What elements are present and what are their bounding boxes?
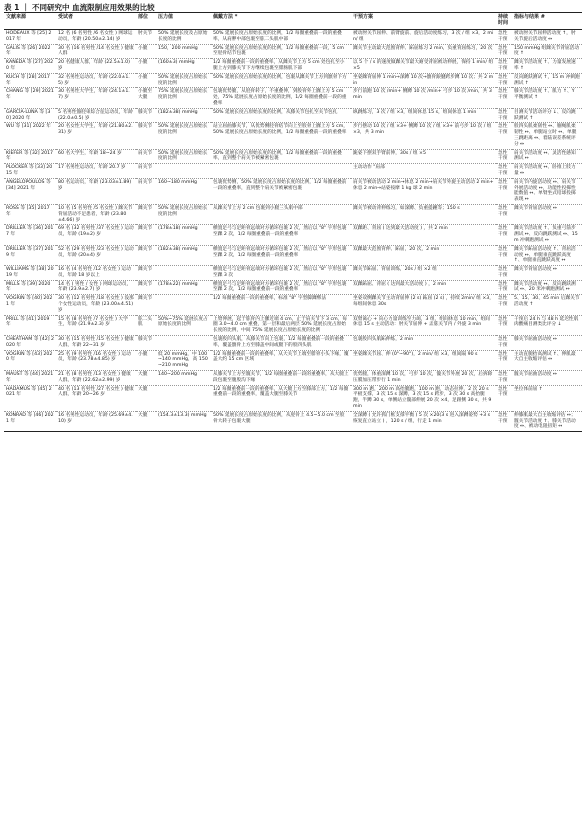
cell-intervention: 踝关节被动背伸练习，如深蹲、负重提踵等；150 s [351,204,496,224]
cell-subjects: 16 名 (4 名男性 /12 名女性 ) 运动员，年龄 18 岁以上 [56,266,136,281]
cell-duration: 急性干预 [496,123,512,149]
cell-site: 膝关节 [136,108,156,123]
cell-intervention: 双臂离心 + 向心力量训练至力竭，3 组，组间休息 10 min，组间休息 15 s 主动活动：肘关节屈伸 + 盂肱关节内 / 外旋 3 min [351,315,496,335]
cell-site: 小腿 [136,44,156,59]
cell-intervention: 踝关节跖屈、背屈训练，20s / 组 ×2 组 [351,266,496,281]
table-row [4,149,582,164]
cell-subjects: 14 名 ( 男性 / 女性 ) 网球运动员，年龄 (23.9±2.7) 岁 [56,280,136,295]
table-row [4,204,582,224]
cell-subjects: 25 名 (9 名男性 /16 名女性 ) 运动员，年龄 (23.78±4.85) 岁 [56,350,136,370]
cell-duration: 急性干预 [496,59,512,74]
cell-subjects: 21 名 (8 名男性 /13 名女性 ) 健康人群，年龄 (22.62±2.99) 岁 [56,371,136,386]
cell-results: 反向跳跃测试 ↑，15 m 冲刺跑测试 ↑ [512,73,582,88]
cell-method: 50% 延展长度占原始长度的比例，1/2 每圈重叠前一段的重叠率，从肩胛中部包裹至肱二头肌中部 [211,30,351,45]
cell-method: 50% 延展长度占原始长度的比例，从膝关节包扎至关节包扎 [211,108,351,123]
cell-duration: 急性干预 [496,245,512,265]
cell-site: 小腿至大腿 [136,88,156,108]
cell-pressure: 75% 延展长度占原始长度的比例 [156,88,211,108]
cell-duration: 急性干预 [496,88,512,108]
cell-source: WILLIAMS 等 [38] 2019 年 [4,266,56,281]
header-duration: 持续时间 [496,13,512,30]
cell-pressure [156,336,211,351]
cell-duration: 急性干预 [496,336,512,351]
cell-source: PRILL 等 [41] 2019 年 [4,315,56,335]
table-row [4,411,582,431]
cell-duration: 急性干预 [496,149,512,164]
cell-method: 从膝关节上方至髋关节，1/2 每圈重叠前一段的重叠率，从大腿上段包裹至腹股沟下缘 [211,371,351,386]
cell-intervention: 坐姿踝关节屈、伸 (0°~90°)，2 min/ 组 ×3，组间隔 90 s [351,350,496,370]
cell-pressure: 50%~75% 延展长度占原始长度的比例 [156,315,211,335]
table-row [4,123,582,149]
cell-source: PLOCKER 等 [33] 2015 年 [4,164,56,179]
cell-intervention: 优势腿，体重深蹲 10 次，弓步 10 次，髋关节外展 20 次，后拆除压膜加压带步行 1 min [351,371,496,386]
cell-duration: 急性干预 [496,73,512,88]
cell-method: 包裹优势侧，50% 延展长度占原始长度的比例，1/2 每圈重叠前一段的重叠率，直到整个肩关节被紧密包裹 [211,178,351,204]
cell-method [211,164,351,179]
cell-intervention: 双踝跖屈、背屈 ( 达到最大活动度 ) ，2 min [351,280,496,295]
cell-site: 肩关节 [136,164,156,179]
cell-pressure: 150，200 mmHg [156,44,211,59]
cell-intervention: 双踝最大范围背伸、跖屈，20 次，2 min [351,245,496,265]
cell-subjects: 20 名女性大学生，年龄 (21.80±2.31) 岁 [56,123,136,149]
cell-method: 50% 延展长度占原始长度的比例，1/2 每圈重叠前一段，5 cm 至胫骨结节包裹 [211,44,351,59]
cell-intervention: 300 m 跑，200 m 高抬腿跑，100 m 跑，动态拉伸，2 次 20 s 平板支撑，3 次 15 s 深蹲，3 次 15 s 跨步，3 次 30 s 高抬腿跑，半蹲 30 s，单侧站立髋部伸展 20 次 ×4，足跟侧 30 s，共 9 min [351,385,496,411]
cell-results: 肩关节活动度 ↔、卧推上肢力量 ↔ [512,164,582,179]
table-row [4,385,582,411]
cell-duration: 急性干预 [496,280,512,295]
cell-subjects: 16 名男性运动员，年龄 (25.69±4.10) 岁 [56,411,136,431]
table-row [4,44,582,59]
cell-source: ROSS 等 [35] 2017 年 [4,204,56,224]
header-source: 文献来源 [4,13,56,30]
cell-intervention: 肩关节被动活动 2 min→休息 2 min→肩关节外旋主动活动 2 min+ 休息 2 min→站姿按摩 1 kg 球 2 min [351,178,496,204]
cell-source: DRILLER 等 [37] 2019 年 [4,245,56,265]
cell-subjects: 30 名男性大学生，年龄 (24.1±1.7) 岁 [56,88,136,108]
table-row [4,225,582,245]
cell-duration: 急性干预 [496,178,512,204]
cell-subjects: 17 名男性运动员，年龄 20.7 岁 [56,164,136,179]
cell-intervention: 跪姿下摆双手臂前伸，30s / 组 ×5 [351,149,496,164]
cell-results: 膝关节屈曲活动度 ↔ [512,336,582,351]
cell-source: CHEATHAM 等 [42] 2020 年 [4,336,56,351]
cell-method: 1/2 每圈重叠前一段的重叠率，从大关节上端至腓骨小头下缘，覆盖大约 15 cm 区域 [211,350,351,370]
cell-subjects: 30 名 (16 名男性 /14 名女性 ) 健康人群 [56,44,136,59]
cell-method: 包裹股四头肌，从膝关节向上包裹，1/2 每圈重叠前一段的重叠率，覆盖髌骨上方至膝盖中间或腿下的股四头肌 [211,336,351,351]
cell-results: 伸膝肌最大自主收缩评估 ↔；髋关节活动度 ↑、膝关节活动度 ↔、被动电阻扭矩 ↔ [512,411,582,431]
cell-pressure: (178±18) mmHg [156,225,211,245]
cell-subjects: 5 名男性髂胫束综合征运动员，年龄 (22.0±0.5) 岁 [56,108,136,123]
cell-intervention: 被动肘关节屈伸、前臂旋前、旋后活动度练习，3 次 / 组 ×3，2 min/ 组 [351,30,496,45]
cell-pressure: 140~200 mmHg [156,371,211,386]
cell-source: HODEAUX 等 [25] 2017 年 [4,30,56,45]
cell-site: 踝关节 [136,204,156,224]
cell-intervention: 步行前跑 10 次 /min+ 侧蹲 10 次 /min+ 弓步 10 次 /min，共 3 min [351,88,496,108]
cell-source: KONRAD 等 [46] 2021 年 [4,411,56,431]
table-row [4,295,582,315]
cell-site: 小腿 [136,59,156,74]
cell-pressure: 低 20 mmHg，中 100~140 mmHg，高 150~210 mmHg [156,350,211,370]
cell-pressure: (182±38) mmHg [156,245,211,265]
cell-method: 50% 延展长度占原始长度的比例，1/2 每圈重叠前一段的重叠率，直到整个肩关节被紧密包裹 [211,149,351,164]
cell-site: 肘关节 [136,30,156,45]
cell-site: 小腿 [136,73,156,88]
cell-source: KANEDA 等 [27] 2020 年 [4,59,56,74]
cell-duration: 急性干预 [496,315,512,335]
cell-intervention: 坐姿双侧踝关节主动背屈伸 (2 s) 跖屈 (2 s) ，持续 2min/ 组 ×3，每组间休息 30s [351,295,496,315]
cell-results: 目测关节活动评分 ↓、反向跳跃测试 ↑ [512,108,582,123]
header-subjects: 受试者 [56,13,136,30]
cell-results: 踝关节活动度 ↔、反向跳跃测试 ↔、20 米冲刺跑测试 ↔ [512,280,582,295]
table-row [4,371,582,386]
cell-subjects: 52 名 (29 名男性 /23 名女性 ) 运动员，年龄 (20±4) 岁 [56,245,136,265]
cell-pressure: (154.3±13.3) mmHg [156,411,211,431]
cell-method: 横置足弓与足距骨远端对方循环包裹 2 次，然后以 "8" 字形包裹至踝 3 次 [211,266,351,281]
cell-intervention: 双踝距、背屈 ( 达到最大活动度 ) ，共 2 min [351,225,496,245]
cell-pressure: 160~180 mmHg [156,178,211,204]
cell-method: 上臂伸展，起于肱骨内上髁近端 4 cm，止于肩关节下 3 cm，每圈 3.0~4.0 cm 重叠，第一层和最后两层 50% 延展长度占原始长度的比例，中间 75% 延展长度占原始长度的比例 [211,315,351,335]
cell-source: GARCÍA-LUNA 等 [30] 2020 年 [4,108,56,123]
table-row [4,315,582,335]
cell-site: 大腿 [136,411,156,431]
cell-pressure: 50% 延展长度占原始长度的比例 [156,204,211,224]
cell-subjects: 30 名 (12 名男性 /18 名女性 ) 没那个女性运动员，年龄 (23.00±4.51) 岁 [56,295,136,315]
cell-intervention: 主动动作 "肩部 [351,164,496,179]
cell-results: 坐位体前屈 ↑ [512,385,582,411]
cell-method: 站立屈曲膝关节，从优势侧胫骨结节向上至股骨上髁上方 5 cm，50% 延展长度占原始长度的比例，1/2 每圈重叠前一段的重叠率 [211,123,351,149]
cell-source: MILLS 等 [39] 2020 年 [4,280,56,295]
cell-source: HADAMUS 等 [45] 2021 年 [4,385,56,411]
table-row [4,266,582,281]
cell-source: VOGRIN 等 [40] 2021 年 [4,295,56,315]
cell-duration: 急性干预 [496,225,512,245]
cell-subjects: 10 名 (5 名男性 /5 名女性 ) 踝关节背屈活动不足患者，年龄 (23.80±4.66) 岁 [56,204,136,224]
cell-duration: 急性干预 [496,411,512,431]
table-row [4,280,582,295]
cell-duration: 急性干预 [496,204,512,224]
cell-subjects: 40 名 (13 名男性 /27 名女性 ) 健康人群，年龄 20~26 岁 [56,385,136,411]
table-row [4,88,582,108]
cell-pressure [156,266,211,281]
cell-results: 5、15、30、45 min 后踝关节活动度 ↑ [512,295,582,315]
cell-method: 50% 延展长度占原始长度的比例，从胫骨上 4.5~5.0 cm 至股骨大转子包裹大腿 [211,411,351,431]
cell-subjects: 20 名健康人群，年龄 (22.5±1.0) 岁 [56,59,136,74]
table-row [4,350,582,370]
cell-site: 小腿 [136,350,156,370]
table-caption: 表 1 ｜ 不同研究中 血流限制应用效果的比较 [4,3,155,12]
cell-intervention: 步行摆动 10 次 / 组 ×3+ 侧蹲 10 次 / 组 ×3+ 前弓步 10 次 / 组 ×3，共 3 min [351,123,496,149]
cell-source: WU 等 [31] 2022 年 [4,123,56,149]
header-method: 佩戴方法 * [211,13,351,30]
cell-intervention: 以 5 个 / s 的速度做踝关节最大耐受背屈被动伸展，保持 1 min/ 组 ×5 [351,59,496,74]
table-row [4,59,582,74]
cell-subjects: 32 名男性运动员，年龄 (22.0±1.5) 岁 [56,73,136,88]
cell-source: ANGELOPOULOS 等 [34] 2021 年 [4,178,56,204]
cell-site: 膝关节 [136,123,156,149]
cell-pressure: (178±22) mmHg [156,280,211,295]
cell-results: 踝关节背屈活动度 ↔ [512,204,582,224]
cell-site: 踝关节 [136,245,156,265]
cell-pressure [156,295,211,315]
cell-method: 横置足弓与足距骨远端对方循环包裹 2 次，然后以 "8" 字形包裹至踝 2 次，1/2 每圈重叠前一段的重叠率 [211,245,351,265]
cell-site: 大腿 [136,385,156,411]
cell-duration: 急性干预 [496,108,512,123]
cell-method: 1/2 每圈重叠前一段的重叠率，从大腿上方至膝部上方，1/2 每圈重叠前一段的重叠率，覆盖大腿至膝关节 [211,385,351,411]
table-row [4,245,582,265]
table-row [4,164,582,179]
cell-results: 膝关节活动度 ↑、肌力 ↑、Y 平衡测试 ↑ [512,88,582,108]
table-row [4,73,582,88]
table-row [4,178,582,204]
cell-source: VOGRIN 等 [43] 2020 年 [4,350,56,370]
cell-source: GALIS 等 [26] 2022 年 [4,44,56,59]
cell-pressure: 50% 延展长度占原始长度的比例 [156,149,211,164]
cell-pressure: 50% 延展长度及占原始长度的比例 [156,30,211,45]
cell-results: 踝关节跖屈活动度 ↑、背屈活动度 ↔、单腿垂直跳跃高度 ↑、单腿垂直跳跃高度 ↔ [512,245,582,265]
cell-site: 膝关节 [136,336,156,351]
cell-intervention: 坐姿踝背屈伸 1 min→深蹲 10 次→髌骨跟腱跨步蹲 10 次；共 2 min [351,73,496,88]
cell-site: 踝关节 [136,295,156,315]
cell-site: 肩关节 [136,149,156,164]
cell-subjects: 30 名 (15 名男性 /15 名女性 ) 健康人群，年龄 22~31 岁 [56,336,136,351]
table-row [4,30,582,45]
cell-results: 150 mmHg 组踝关节背屈活动度 ↑ [512,44,582,59]
cell-results: 踝关节活动度 ↑、负重弓箭步测试 ↔、反向跳跃测试 ↔、15 m 冲刺跑测试 ↔ [512,225,582,245]
cell-results: 被动肘关节屈伸活动度 ↑，肘关节旋后活动度 ↔ [512,30,582,45]
cell-site: 肩关节 [136,178,156,204]
header-row [4,13,582,30]
cell-method: 1/2 每圈重叠前一段的重叠率，从踝关节上方 5 cm 处包扎至小腿上方到膝关节下方继续包裹至腓肠肌下部 [211,59,351,74]
cell-pressure: 50% 延展长度占原始长度的比例 [156,73,211,88]
cell-site: 踝关节 [136,266,156,281]
cell-intervention: 纵跳练习，3 次 / 组 ×3，组间休息 15 s，组间休息 1 min [351,108,496,123]
cell-results: 肩关节内旋活动度 ↔、肩关节外展活动度 ↔，功能性投掷性能数值 ↔、单臂坐式铅球投掷表现 ↔ [512,178,582,204]
cell-method: 横置足弓与足距骨远端对方循环包裹 2 次，然后以 "8" 字形包裹至踝 2 次，1/2 每圈重叠前一段的重叠率 [211,280,351,295]
cell-site: 大腿 [136,371,156,386]
header-intervention: 干预方案 [351,13,496,30]
header-site: 部位 [136,13,156,30]
cell-source: CHANG 等 [29] 2021 年 [4,88,56,108]
cell-method: 从踝关节上方 2 cm 包裹到小腿三头肌中部 [211,204,351,224]
table-row [4,336,582,351]
cell-subjects: 80 名运动员，年龄 (23.03±1.89) 岁 [56,178,136,204]
cell-site: 肱二头肌 [136,315,156,335]
cell-site: 踝关节 [136,225,156,245]
cell-duration: 急性干预 [496,266,512,281]
cell-results: 股四头肌柔韧性 ↔、腘绳肌柔韧性 ↔、单腿站立时 ↔、单腿三跳距离 ↔、着陆误差系统评分 ↔ [512,123,582,149]
cell-method: 包裹优势腿，从胫骨转子，不重叠伸，到股骨外上髁上方 5 cm 处，75% 延展长度占原始长度的比例，1/2 每圈重叠前一段的重叠率 [211,88,351,108]
cell-intervention: 全深蹲 ( 允许抓门框支撑平衡 ) 5 次 ×20(3 s 进入深蹲姿势 +3 s 恢复直立站立 ) ，120 s / 组，行走 1 min [351,411,496,431]
cell-results: 踝关节活动度 ↑、力量发展速率 ↑ [512,59,582,74]
cell-site: 踝关节 [136,280,156,295]
table-body [4,30,582,432]
cell-source: MAUST 等 [44] 2021 年 [4,371,56,386]
cell-subjects: 12 名 (6 名男性 /6 名女性 ) 网球运动员，年龄 (20.50±2.14) 岁 [56,30,136,45]
cell-results: 干预后 24 h 与 48 h 延迟性肌肉酸痛目测类比评分 ↓ [512,315,582,335]
cell-results: 髋关节屈曲活动度 ↔ [512,371,582,386]
cell-source: KUCH 等 [28] 2017 年 [4,73,56,88]
cell-pressure: (160±3) mmHg [156,59,211,74]
cell-duration: 急性干预 [496,350,512,370]
cell-duration: 急性干预 [496,44,512,59]
cell-method: 50% 延展长度占原始长度的比例，包裹从踝关节上方到髌骨下方 [211,73,351,88]
cell-subjects: 69 名 (32 名男性 /37 名女性 ) 运动员，年龄 (19±2) 岁 [56,225,136,245]
cell-pressure: 50% 延展长度占原始长度的比例 [156,123,211,149]
cell-intervention: 踝关节主动最大范围背伸、跖屈练习 2 min，负重背屈练习，20 次 [351,44,496,59]
cell-pressure: (182±38) mmHg [156,108,211,123]
cell-results: 主动直腿抬高测试 ↑、伸肌最大自主收缩评估 ↔ [512,350,582,370]
cell-duration: 急性干预 [496,385,512,411]
cell-source: KIEFER 等 [32] 2017 年 [4,149,56,164]
cell-intervention: 包裹股四头肌跖伸练，2 min [351,336,496,351]
cell-method: 1/2 每圈重叠前一段的重叠率，标准 "8" 字型脚踝绑法 [211,295,351,315]
cell-duration: 急性干预 [496,371,512,386]
header-results: 指标与结果 # [512,13,582,30]
cell-pressure [156,385,211,411]
cell-source: DRILLER 等 [36] 2017 年 [4,225,56,245]
cell-pressure [156,164,211,179]
cell-duration: 急性干预 [496,164,512,179]
cell-method: 横置足弓与足距骨远端对方循环包裹 2 次，然后以 "8" 字形包裹至踝 2 次，1/2 每圈重叠前一段的重叠率 [211,225,351,245]
cell-results: 踝关节背屈活动度 ↔ [512,266,582,281]
cell-subjects: 60 名大学生，年龄 18~24 岁 [56,149,136,164]
table-row [4,108,582,123]
cell-results: 肩关节活动度 ↔、灵活性感知测试 ↔ [512,149,582,164]
cell-duration: 急性干预 [496,30,512,45]
header-pressure: 压力值 [156,13,211,30]
cell-subjects: 15 名 (8 名男性 /7 名女性 ) 大学生，年龄 (21.9±2.3) 岁 [56,315,136,335]
cell-duration: 急性干预 [496,295,512,315]
comparison-table [4,13,582,432]
